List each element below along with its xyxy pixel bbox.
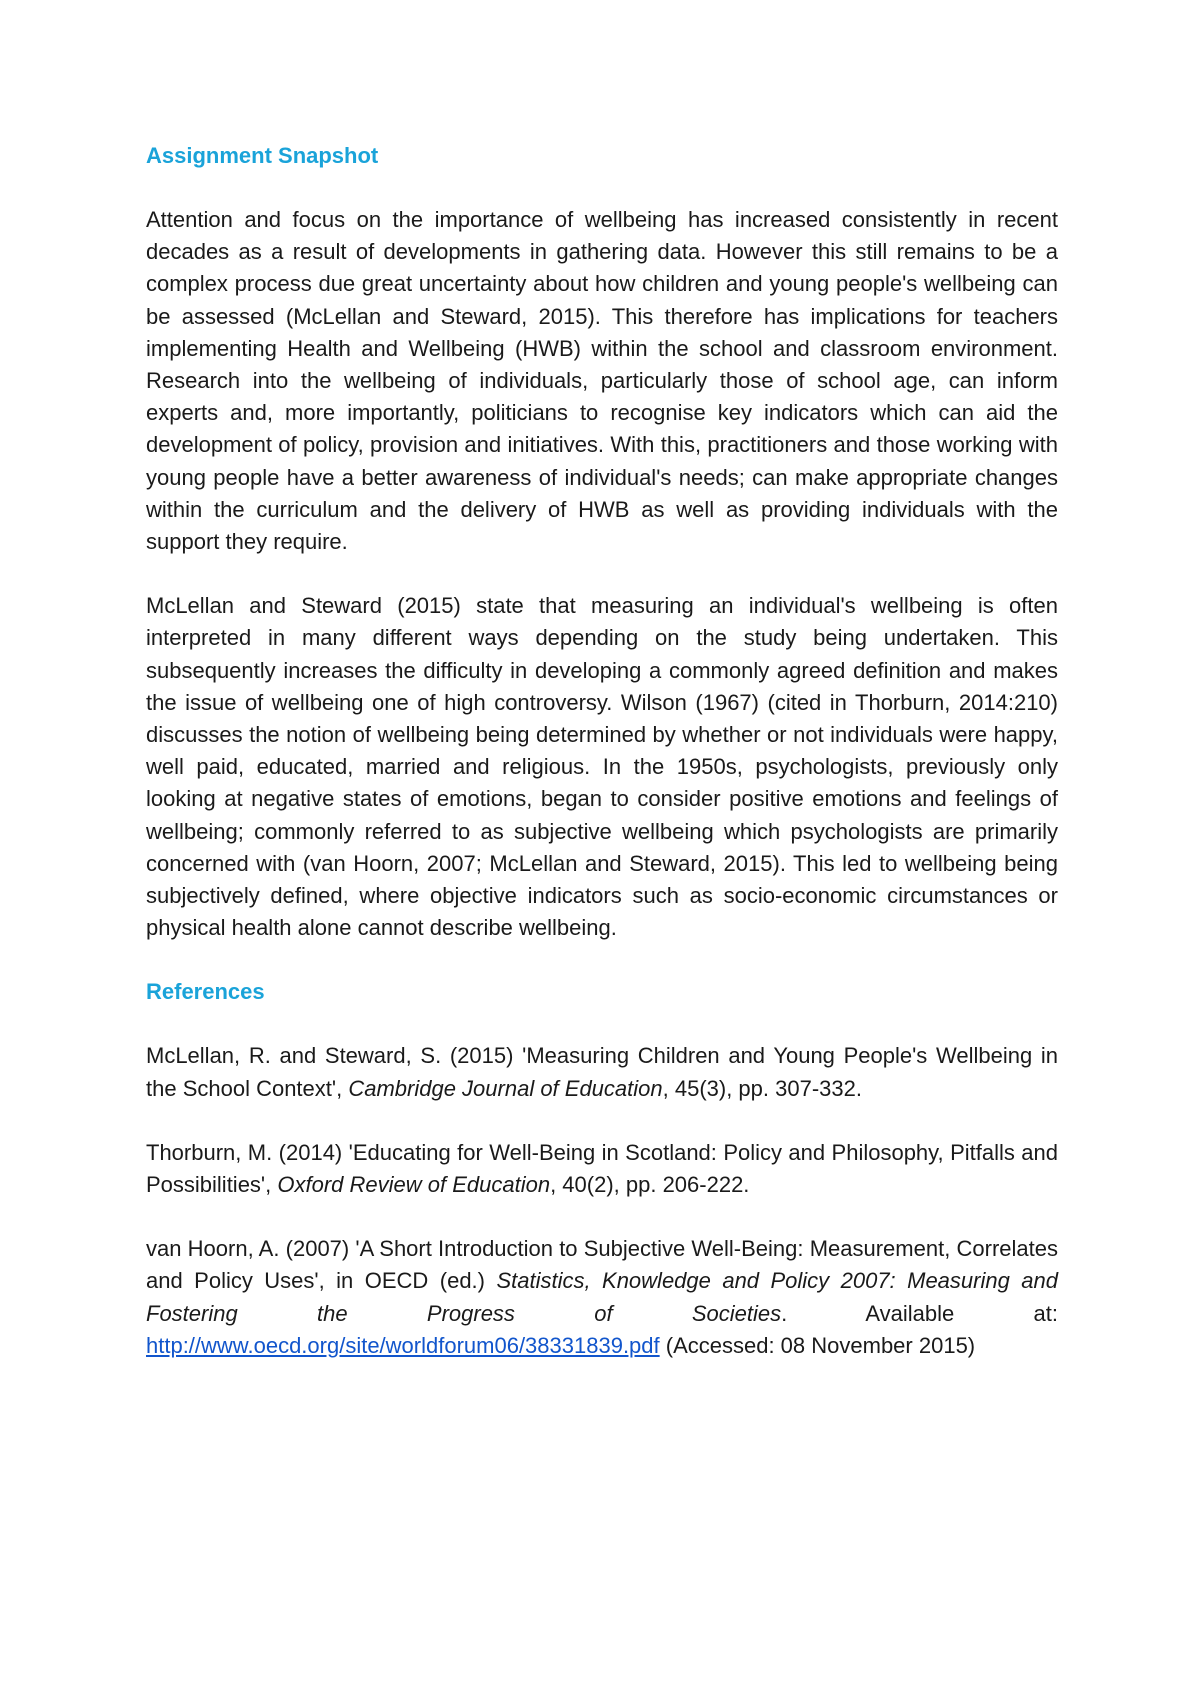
references-title: References	[146, 979, 265, 1005]
reference-text: McLellan, R. and Steward, S. (2015) 'Measuring Children and Young People's Wellbeing in the School Context',	[146, 1043, 1058, 1101]
body-paragraph-2: McLellan and Steward (2015) state that measuring an individual's wellbeing is often interpreted in many different ways depending on the study being undertaken. This subsequently increases the difficulty in developing a commonly agreed definition and makes the issue of wellbeing one of high controversy. Wilson (1967) (cited in Thorburn, 2014:210) discusses the notion of wellbeing being determined by whether or not individuals were happy, well paid, educated, married and religious. In the 1950s, psychologists, previously only looking at negative states of emotions, began to consider positive emotions and feelings of wellbeing; commonly referred to as subjective wellbeing which psychologists are primarily concerned with (van Hoorn, 2007; McLellan and Steward, 2015). This led to wellbeing being subjectively defined, where objective indicators such as socio-economic circumstances or physical health alone cannot describe wellbeing.	[146, 593, 1058, 941]
reference-journal: Oxford Review of Education	[277, 1172, 551, 1198]
reference-details: . Available at:	[781, 1300, 1059, 1326]
reference-text: van Hoorn, A. (2007) 'A Short Introduction to Subjective Well-Being: Measurement, Correlates and Policy Uses', in OECD (ed.)	[146, 1236, 1058, 1294]
reference-journal: Cambridge Journal of Education	[348, 1075, 663, 1101]
reference-journal: Statistics, Knowledge and Policy 2007: Measuring and Fostering the Progress of Societies	[146, 1268, 1058, 1326]
reference-item	[146, 1040, 1058, 1104]
body-paragraph-1: Attention and focus on the importance of wellbeing has increased consistently in recent decades as a result of developments in gathering data. However this still remains to be a complex process due great uncertainty about how children and young people's wellbeing can be assessed (McLellan and Steward, 2015). This therefore has implications for teachers implementing Health and Wellbeing (HWB) within the school and classroom environment. Research into the wellbeing of individuals, particularly those of school age, can inform experts and, more importantly, politicians to recognise key indicators which can aid the development of policy, provision and initiatives. With this, practitioners and those working with young people have a better awareness of individual's needs; can make appropriate changes within the curriculum and the delivery of HWB as well as providing individuals with the support they require.	[146, 207, 1058, 555]
reference-url-link[interactable]: http://www.oecd.org/site/worldforum06/38331839.pdf	[146, 1332, 660, 1358]
reference-accessed: (Accessed: 08 November 2015)	[659, 1332, 976, 1358]
reference-item	[146, 1137, 1058, 1201]
reference-details: , 40(2), pp. 206-222.	[550, 1172, 750, 1198]
reference-item	[146, 1233, 1058, 1362]
reference-text: Thorburn, M. (2014) 'Educating for Well-Being in Scotland: Policy and Philosophy, Pitfalls and Possibilities',	[146, 1139, 1058, 1198]
section-title: Assignment Snapshot	[146, 143, 379, 168]
reference-details: , 45(3), pp. 307-332.	[662, 1075, 862, 1101]
document-page	[146, 140, 1058, 1394]
